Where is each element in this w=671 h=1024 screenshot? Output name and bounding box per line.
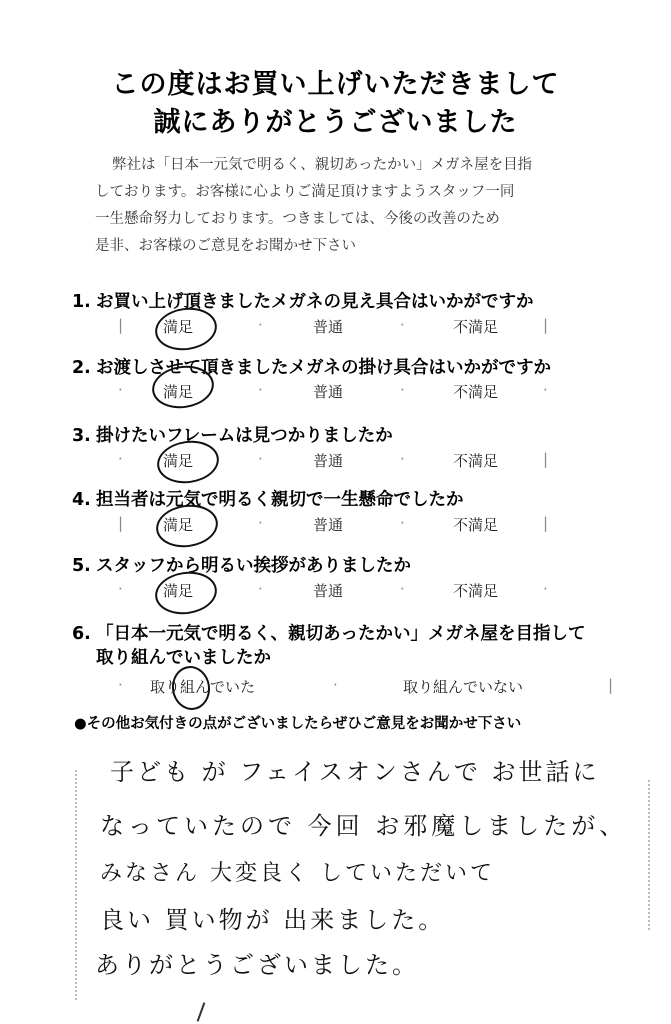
selection-circle [169, 664, 213, 713]
question-4-options: | 満足 · 普通 · 不満足 | [118, 514, 549, 534]
option-dissatisfied[interactable]: 不満足 [453, 452, 499, 470]
option-satisfied[interactable]: 満足 [163, 318, 194, 336]
question-5 [72, 552, 411, 577]
option-dissatisfied[interactable]: 不満足 [453, 383, 499, 401]
question-1 [72, 288, 534, 313]
dotted-margin-right [648, 780, 652, 930]
option-dissatisfied[interactable]: 不満足 [453, 516, 499, 534]
other-comments-prompt: ●その他お気付きの点がございましたらぜひご意見をお聞かせ下さい [74, 716, 522, 732]
handwritten-line-4: 良い 買い物が 出来ました。 [100, 906, 446, 934]
handwritten-line-2: なっていたので 今回 お邪魔しましたが、 [100, 812, 628, 840]
question-number: 5. [72, 556, 91, 576]
option-neutral[interactable]: 普通 [313, 582, 344, 600]
question-6-options: · 取り組んでいた · 取り組んでいない | [118, 676, 614, 696]
intro-line-2: しております。お客様に心よりご満足頂けますようスタッフ一同 [95, 184, 515, 200]
question-text: スタッフから明るい挨拶がありましたか [96, 556, 411, 576]
question-3-options: · 満足 · 普通 · 不満足 | [118, 450, 549, 470]
question-number: 6. [72, 624, 91, 644]
option-dissatisfied[interactable]: 不満足 [453, 582, 499, 600]
question-1-options: | 満足 · 普通 · 不満足 | [118, 316, 549, 336]
option-neutral[interactable]: 普通 [313, 383, 344, 401]
question-6 [72, 620, 585, 645]
question-2-options: · 満足 · 普通 · 不満足 · [118, 381, 548, 401]
option-neutral[interactable]: 普通 [313, 516, 344, 534]
question-4 [72, 486, 464, 511]
dotted-margin-left [75, 770, 79, 1000]
question-6-line-2: 取り組んでいましたか [96, 648, 271, 668]
option-satisfied[interactable]: 満足 [163, 452, 194, 470]
option-not-engaged[interactable]: 取り組んでいない [403, 678, 524, 696]
question-number: 1. [72, 292, 91, 312]
question-text-line-1: 「日本一元気で明るく、親切あったかい」メガネ屋を目指して [96, 624, 586, 644]
question-2 [72, 354, 551, 379]
title-line-1: この度はお買い上げいただきまして [111, 69, 560, 100]
question-5-options: · 満足 · 普通 · 不満足 · [118, 580, 548, 600]
question-text: お買い上げ頂きましたメガネの見え具合はいかがですか [96, 292, 534, 312]
handwritten-line-1: 子ども が フェイスオンさんで お世話に [110, 758, 600, 786]
option-satisfied[interactable]: 満足 [163, 516, 194, 534]
question-number: 3. [72, 426, 91, 446]
question-number: 2. [72, 358, 91, 378]
intro-line-3: 一生懸命努力しております。つきましては、今後の改善のため [95, 211, 500, 227]
title-line-2: 誠にありがとうございました [153, 107, 518, 138]
question-text: 掛けたいフレームは見つかりましたか [96, 426, 393, 446]
option-satisfied[interactable]: 満足 [163, 582, 194, 600]
question-text: 担当者は元気で明るく親切で一生懸命でしたか [96, 490, 464, 510]
option-engaged[interactable]: 取り組んでいた [150, 678, 256, 696]
question-3 [72, 422, 393, 447]
handwritten-line-5: ありがとうございました。 [95, 951, 419, 979]
question-text: お渡しさせて頂きましたメガネの掛け具合はいかがですか [96, 358, 551, 378]
option-neutral[interactable]: 普通 [313, 318, 344, 336]
pen-stroke [197, 1002, 206, 1021]
option-neutral[interactable]: 普通 [313, 452, 344, 470]
question-number: 4. [72, 490, 91, 510]
handwritten-line-3: みなさん 大変良く していただいて [100, 861, 495, 886]
option-dissatisfied[interactable]: 不満足 [453, 318, 499, 336]
option-satisfied[interactable]: 満足 [163, 383, 194, 401]
intro-line-1: 弊社は「日本一元気で明るく、親切あったかい」メガネ屋を目指 [112, 157, 533, 173]
intro-line-4: 是非、お客様のご意見をお聞かせ下さい [95, 238, 356, 254]
